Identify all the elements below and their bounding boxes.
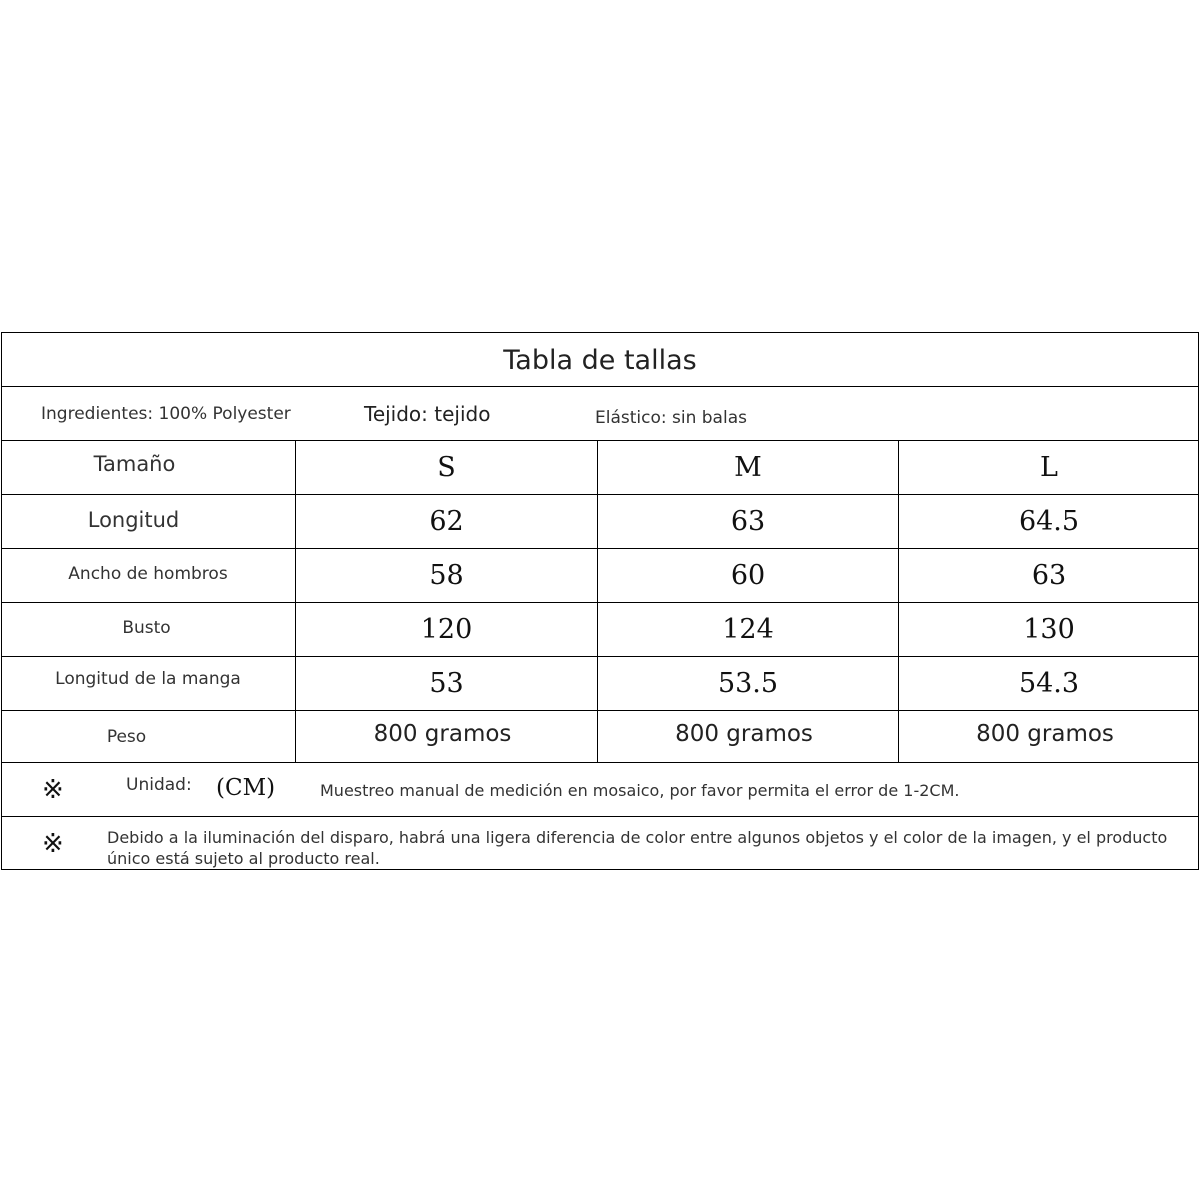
table-row <box>2 709 1198 763</box>
table-row <box>2 495 1198 549</box>
size-label-cell <box>2 441 296 494</box>
value-l: 64.5 <box>1018 506 1080 537</box>
value-cell <box>899 549 1199 602</box>
value-s: 53 <box>429 668 464 699</box>
row-label-cell <box>2 603 296 656</box>
value-cell <box>899 657 1199 710</box>
table-row <box>2 549 1198 603</box>
value-s: 800 gramos <box>373 720 512 747</box>
size-l-cell <box>899 441 1199 494</box>
value-cell <box>598 495 899 548</box>
value-s: 62 <box>429 506 464 537</box>
value-cell <box>598 603 899 656</box>
value-cell <box>598 657 899 710</box>
chart-title: Tabla de tallas <box>503 344 697 376</box>
row-label-cell <box>2 549 296 602</box>
elastic-text: Elástico: sin balas <box>595 408 747 428</box>
size-m: M <box>734 452 762 483</box>
size-l: L <box>1040 452 1058 483</box>
value-m: 63 <box>730 506 766 537</box>
title-row <box>2 333 1198 387</box>
table-row <box>2 657 1198 711</box>
reference-mark-icon: ※ <box>42 774 64 805</box>
value-m: 124 <box>722 614 774 645</box>
unit-label: Unidad: <box>126 775 192 795</box>
value-cell <box>296 709 598 762</box>
color-note-row <box>2 817 1198 870</box>
value-cell <box>899 709 1199 762</box>
value-cell <box>296 657 598 710</box>
size-s-cell <box>296 441 598 494</box>
size-s: S <box>437 452 456 483</box>
value-cell <box>296 495 598 548</box>
measure-note: Muestreo manual de medición en mosaico, por favor permita el error de 1-2CM. <box>320 780 960 800</box>
value-l: 54.3 <box>1018 668 1080 699</box>
row-label: Peso <box>106 726 147 747</box>
value-l: 130 <box>1023 614 1075 645</box>
value-m: 53.5 <box>717 668 779 699</box>
info-row <box>2 387 1198 441</box>
value-cell <box>296 603 598 656</box>
row-label-cell <box>2 495 296 548</box>
ingredients-text: Ingredientes: 100% Polyester <box>41 404 291 424</box>
color-note: Debido a la iluminación del disparo, habrá una ligera diferencia de color entre algunos objetos y el color de la imagen, y el producto único está sujeto al producto real. <box>107 828 1168 868</box>
row-label: Ancho de hombros <box>68 563 228 584</box>
value-l: 800 gramos <box>976 720 1114 747</box>
row-label: Busto <box>122 617 171 638</box>
row-label-cell <box>2 657 296 710</box>
unit-note-row <box>2 763 1198 817</box>
value-cell <box>598 549 899 602</box>
value-cell <box>899 603 1199 656</box>
value-m: 800 gramos <box>675 720 813 747</box>
row-label: Longitud de la manga <box>55 668 241 689</box>
value-l: 63 <box>1031 560 1067 591</box>
unit-value: (CM) <box>216 775 276 801</box>
fabric-text: Tejido: tejido <box>364 402 491 426</box>
size-label: Tamaño <box>93 451 176 476</box>
size-m-cell <box>598 441 899 494</box>
value-m: 60 <box>730 560 766 591</box>
header-row <box>2 441 1198 495</box>
size-chart <box>1 332 1199 870</box>
value-s: 58 <box>429 560 464 591</box>
value-s: 120 <box>420 614 473 645</box>
reference-mark-icon: ※ <box>42 828 64 859</box>
row-label: Longitud <box>87 507 180 532</box>
row-label-cell <box>2 709 296 762</box>
value-cell <box>296 549 598 602</box>
value-cell <box>899 495 1199 548</box>
table-row <box>2 603 1198 657</box>
value-cell <box>598 709 899 762</box>
